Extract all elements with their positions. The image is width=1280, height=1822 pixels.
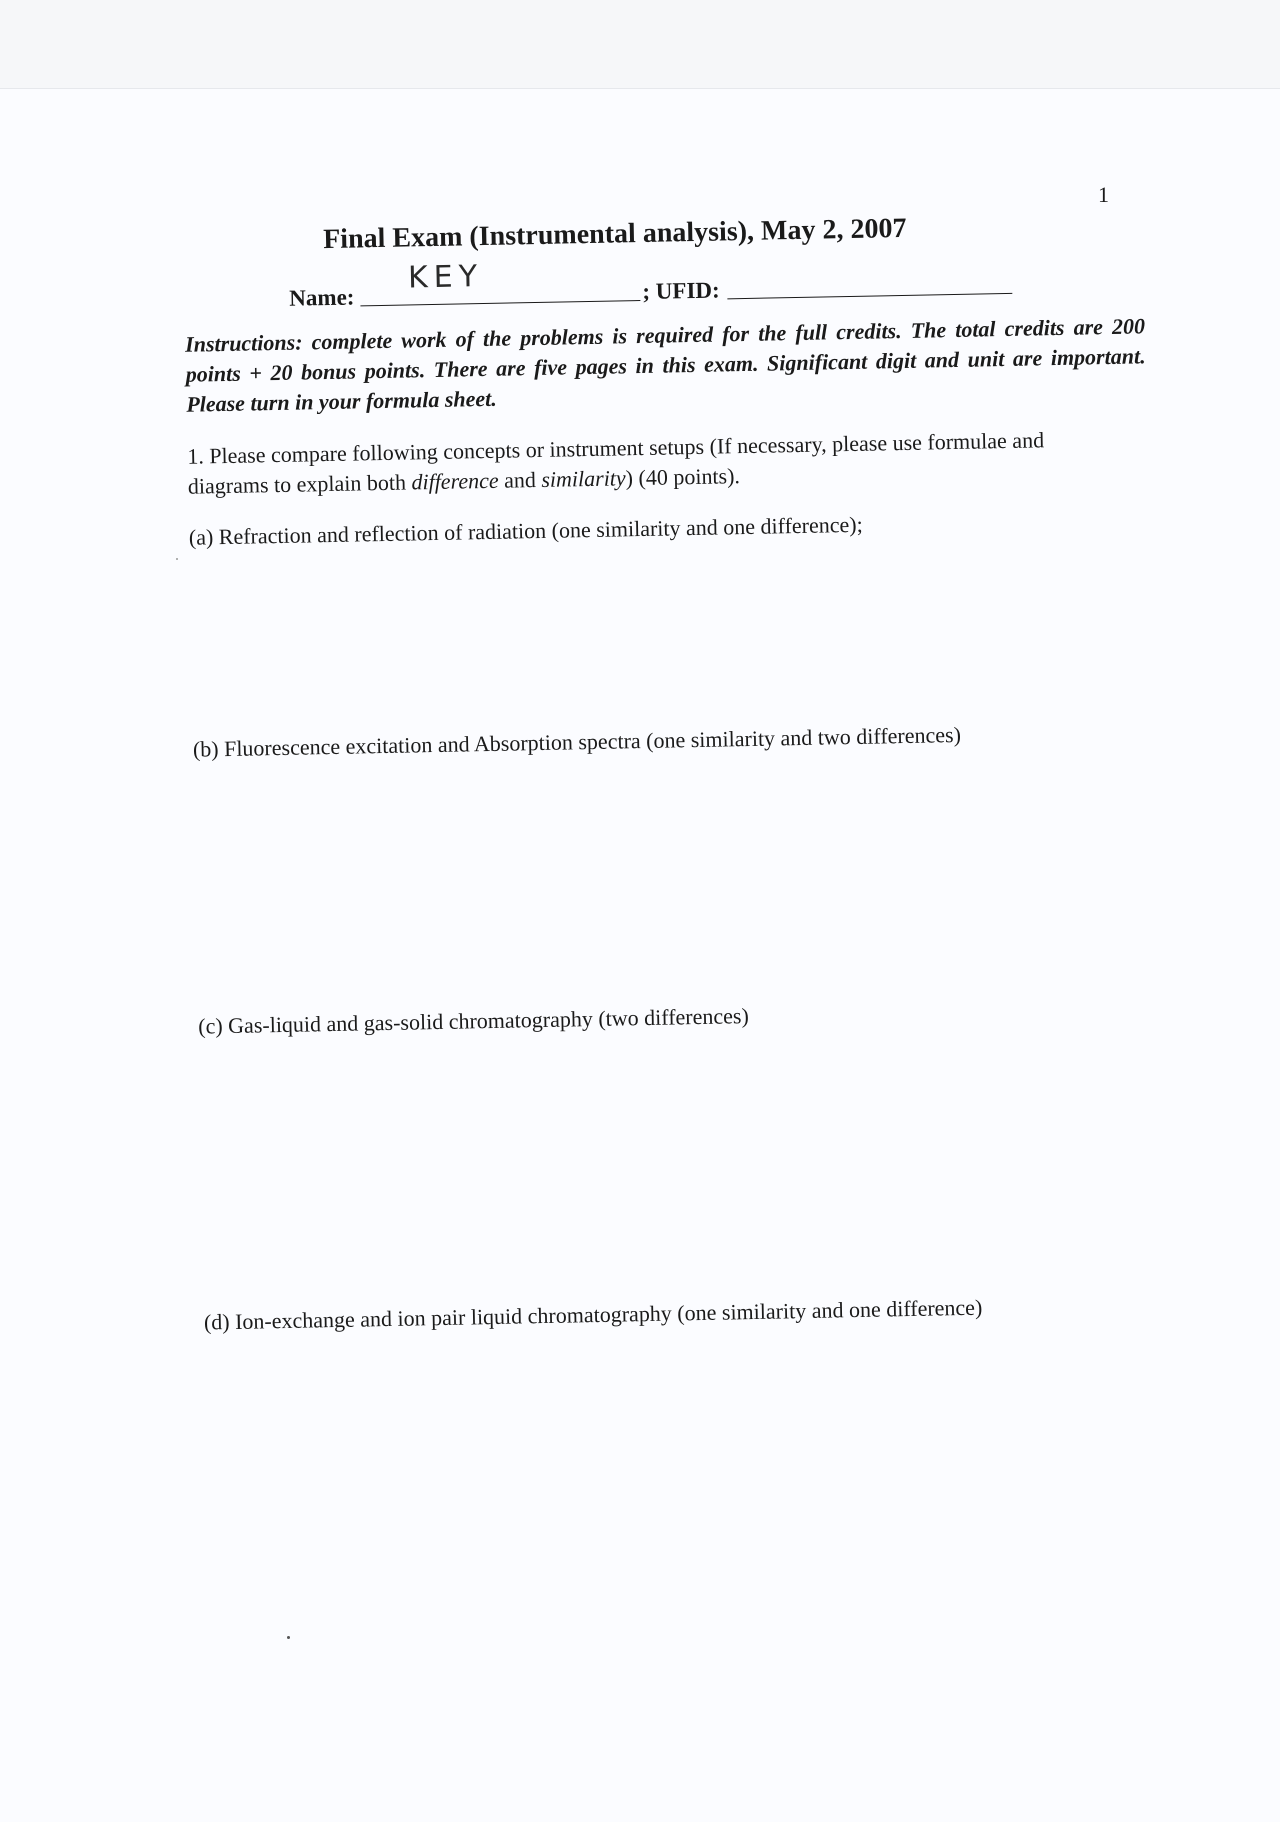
scan-speck: [287, 1636, 290, 1639]
question-1-intro: [187, 424, 1088, 501]
name-field[interactable]: [360, 259, 640, 306]
name-ufid-row: [289, 259, 1013, 312]
question-1-intro-start: 1. Please compare following concepts or instrument setups (If necessary, please use formulae and diagrams to explain both: [187, 427, 1045, 499]
name-handwritten-value: KEY: [407, 259, 484, 296]
instructions: Instructions: complete work of the problems is required for the full credits. The total credits are 200 points + 20 bonus points. There are five pages in this exam. Significant digit and unit are important. Please turn in your formula sheet.: [184, 313, 1146, 417]
question-1d: (d) Ion-exchange and ion pair liquid chromatography (one similarity and one difference): [203, 1294, 983, 1335]
exam-page: [0, 88, 1280, 1810]
exam-title: Final Exam (Instrumental analysis), May 2, 2007: [322, 212, 907, 256]
question-1-intro-similarity: similarity: [541, 465, 626, 492]
ufid-label: ; UFID:: [642, 277, 720, 304]
scan-speck: [176, 558, 178, 560]
scan-top-margin: [0, 0, 1280, 89]
question-1c: (c) Gas-liquid and gas-solid chromatography (two differences): [198, 1003, 750, 1039]
question-1b: (b) Fluorescence excitation and Absorption spectra (one similarity and two differences): [192, 721, 962, 762]
ufid-field[interactable]: [727, 267, 1012, 299]
name-label: Name:: [289, 284, 355, 311]
question-1-intro-and: and: [498, 466, 542, 493]
page-number: 1: [1098, 182, 1109, 207]
page-content: [0, 76, 1280, 1822]
question-1a: (a) Refraction and reflection of radiation (one similarity and one difference);: [188, 511, 863, 550]
question-1-intro-end: ) (40 points).: [625, 463, 741, 491]
question-1-intro-difference: difference: [411, 467, 499, 495]
